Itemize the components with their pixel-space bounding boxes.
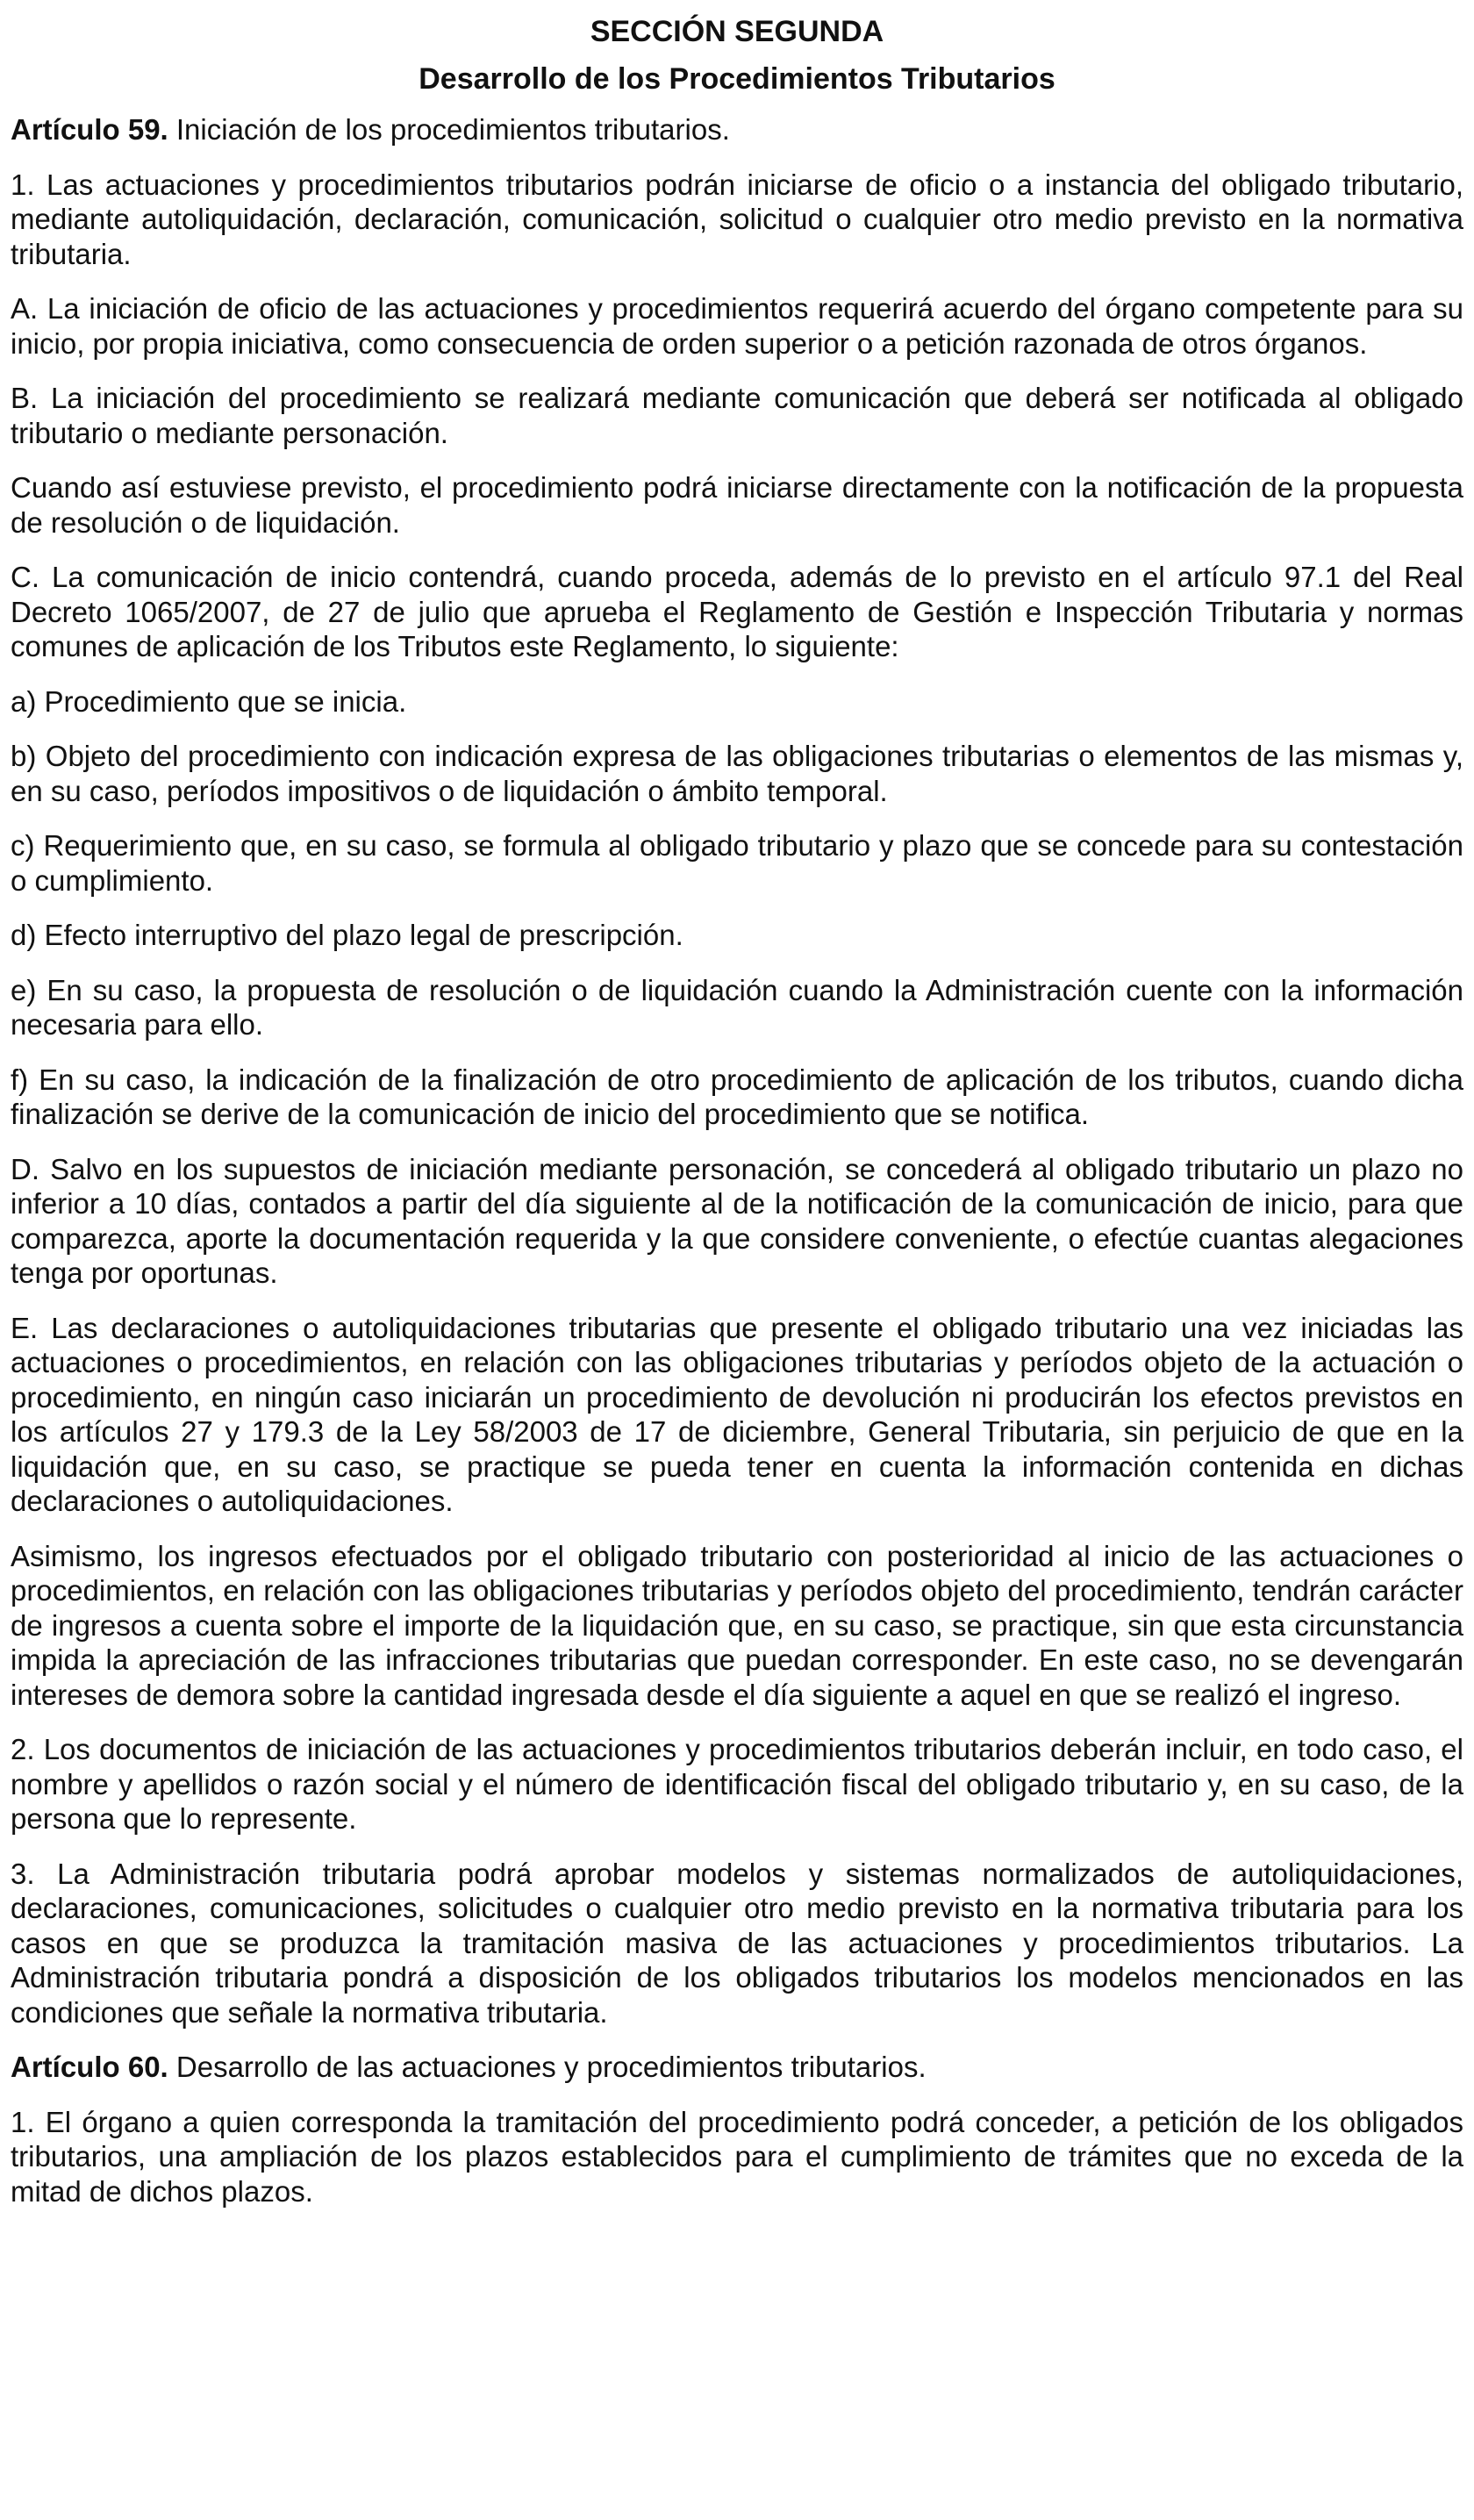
article-59-paragraph: 1. Las actuaciones y procedimientos tributarios podrán iniciarse de oficio o a instancia del obligado tributario, mediante autoliquidación, declaración, comunicación, solicitud o cualquier otro medio previsto en la normativa tributaria.: [11, 168, 1463, 270]
article-59-title: Iniciación de los procedimientos tributarios.: [168, 113, 730, 146]
article-59-paragraph: A. La iniciación de oficio de las actuaciones y procedimientos requerirá acuerdo del órgano competente para su inicio, por propia iniciativa, como consecuencia de orden superior o a petición razonada de otros órganos.: [11, 292, 1463, 360]
article-60-heading: [11, 2050, 1463, 2085]
article-59-paragraph: B. La iniciación del procedimiento se realizará mediante comunicación que deberá ser notificada al obligado tributario o mediante personación.: [11, 382, 1463, 449]
article-60-label: Artículo 60.: [11, 2051, 168, 2083]
article-59-list-item: f) En su caso, la indicación de la finalización de otro procedimiento de aplicación de los tributos, cuando dicha finalización se derive de la comunicación de inicio del procedimiento que se notifica.: [11, 1063, 1463, 1130]
article-59-paragraph: D. Salvo en los supuestos de iniciación mediante personación, se concederá al obligado tributario un plazo no inferior a 10 días, contados a partir del día siguiente al de la notificación de la comunicación de inicio, para que comparezca, aporte la documentación requerida y la que considere conveniente, o efectúe cuantas alegaciones tenga por oportunas.: [11, 1152, 1463, 1289]
article-59-paragraph: Cuando así estuviese previsto, el procedimiento podrá iniciarse directamente con la notificación de la propuesta de resolución o de liquidación.: [11, 471, 1463, 539]
article-59-list-item: b) Objeto del procedimiento con indicación expresa de las obligaciones tributarias o elementos de las mismas y, en su caso, períodos impositivos o de liquidación o ámbito temporal.: [11, 740, 1463, 807]
article-59-paragraph: 2. Los documentos de iniciación de las actuaciones y procedimientos tributarios deberán incluir, en todo caso, el nombre y apellidos o razón social y el número de identificación fiscal del obligado tributario y, en su caso, de la persona que lo represente.: [11, 1733, 1463, 1835]
article-60-paragraph: 1. El órgano a quien corresponda la tramitación del procedimiento podrá conceder, a petición de los obligados tributarios, una ampliación de los plazos establecidos para el cumplimiento de trámites que no exceda de la mitad de dichos plazos.: [11, 2105, 1463, 2208]
article-59-paragraph: 3. La Administración tributaria podrá aprobar modelos y sistemas normalizados de autoliquidaciones, declaraciones, comunicaciones, solicitudes o cualquier otro medio previsto en la normativa tributaria para los casos en que se produzca la tramitación masiva de las actuaciones y procedimientos tributarios. La Administración tributaria pondrá a disposición de los obligados tributarios los modelos mencionados en las condiciones que señale la normativa tributaria.: [11, 1857, 1463, 2029]
article-59-paragraph: Asimismo, los ingresos efectuados por el obligado tributario con posterioridad al inicio de las actuaciones o procedimientos, en relación con las obligaciones tributarias y períodos objeto del procedimiento, tendrán carácter de ingresos a cuenta sobre el importe de la liquidación que, en su caso, se practique, sin que esta circunstancia impida la apreciación de las infracciones tributarias que puedan corresponder. En este caso, no se devengarán intereses de demora sobre la cantidad ingresada desde el día siguiente a aquel en que se realizó el ingreso.: [11, 1539, 1463, 1711]
article-59-paragraph: C. La comunicación de inicio contendrá, cuando proceda, además de lo previsto en el artículo 97.1 del Real Decreto 1065/2007, de 27 de julio que aprueba el Reglamento de Gestión e Inspección Tributaria y normas comunes de aplicación de los Tributos este Reglamento, lo siguiente:: [11, 561, 1463, 662]
article-59-heading: [11, 112, 1463, 147]
document-page: [11, 5, 1463, 2229]
article-60-title: Desarrollo de las actuaciones y procedimientos tributarios.: [168, 2051, 927, 2083]
article-59-list-item: d) Efecto interruptivo del plazo legal de prescripción.: [11, 919, 683, 951]
section-subtitle: Desarrollo de los Procedimientos Tributarios: [419, 62, 1055, 96]
article-59-paragraph: E. Las declaraciones o autoliquidaciones tributarias que presente el obligado tributario una vez iniciadas las actuaciones o procedimientos, en relación con las obligaciones tributarias y períodos objeto de la actuación o procedimiento, en ningún caso iniciarán un procedimiento de devolución ni producirán los efectos previstos en los artículos 27 y 179.3 de la Ley 58/2003 de 17 de diciembre, General Tributaria, sin perjuicio de que en la liquidación que, en su caso, se practique se pueda tener en cuenta la información contenida en dichas declaraciones o autoliquidaciones.: [11, 1311, 1463, 1517]
article-59-label: Artículo 59.: [11, 113, 168, 146]
section-title: SECCIÓN SEGUNDA: [590, 15, 884, 48]
article-59-list-item: c) Requerimiento que, en su caso, se formula al obligado tributario y plazo que se concede para su contestación o cumplimiento.: [11, 829, 1463, 897]
article-59-list-item: e) En su caso, la propuesta de resolución o de liquidación cuando la Administración cuente con la información necesaria para ello.: [11, 973, 1463, 1041]
article-59-list-item: a) Procedimiento que se inicia.: [11, 684, 407, 718]
